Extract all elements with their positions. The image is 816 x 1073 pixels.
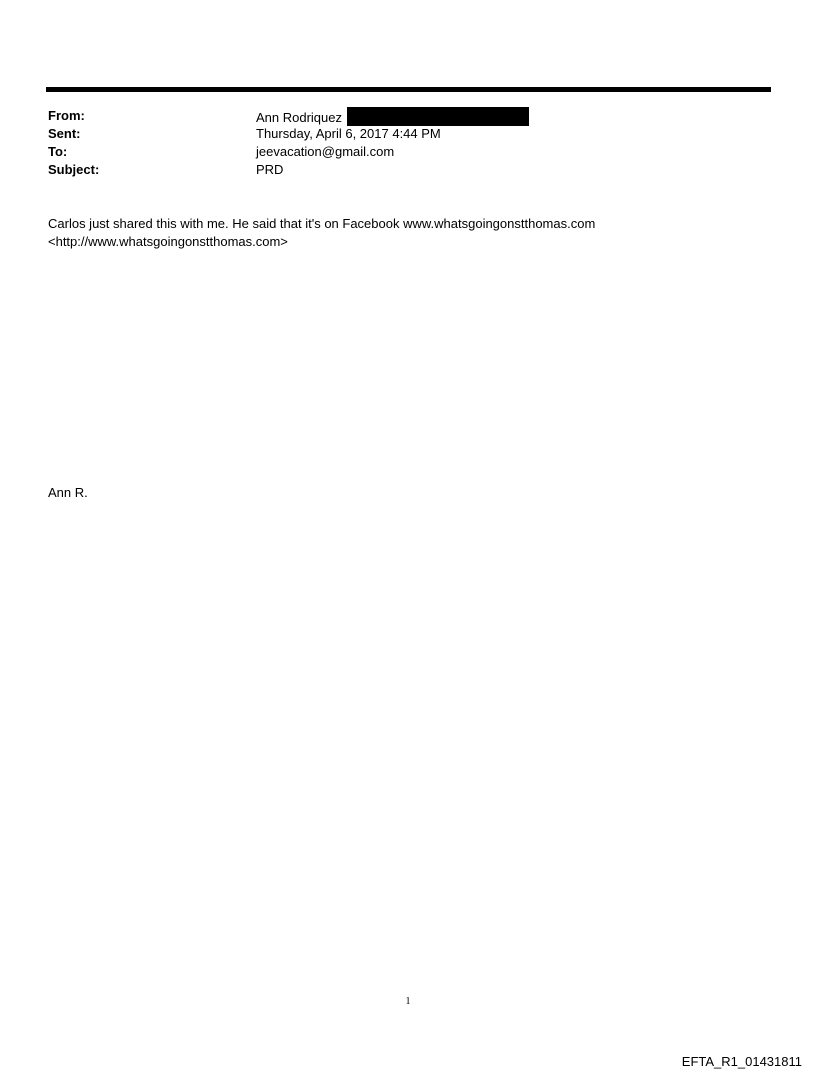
subject-row bbox=[48, 161, 748, 179]
to-label: To: bbox=[48, 144, 68, 159]
email-body-line-2: <http://www.whatsgoingonstthomas.com> bbox=[48, 234, 288, 249]
header-divider-rule bbox=[46, 87, 771, 92]
sent-value: Thursday, April 6, 2017 4:44 PM bbox=[256, 126, 441, 141]
sent-label: Sent: bbox=[48, 126, 81, 141]
bates-number: EFTA_R1_01431811 bbox=[681, 1054, 802, 1069]
page-number: 1 bbox=[405, 996, 411, 1007]
subject-value: PRD bbox=[256, 162, 284, 177]
from-row bbox=[48, 107, 748, 125]
from-value bbox=[256, 107, 529, 127]
to-row bbox=[48, 143, 748, 161]
email-signature: Ann R. bbox=[48, 485, 88, 500]
to-value: jeevacation@gmail.com bbox=[256, 144, 395, 159]
subject-label: Subject: bbox=[48, 162, 100, 177]
sent-row bbox=[48, 125, 748, 143]
redaction-block bbox=[347, 107, 529, 126]
from-label: From: bbox=[48, 108, 85, 123]
email-body-line-1: Carlos just shared this with me. He said that it's on Facebook www.whatsgoingonstthomas.com bbox=[48, 216, 596, 231]
sender-name: Ann Rodriquez bbox=[256, 110, 342, 125]
